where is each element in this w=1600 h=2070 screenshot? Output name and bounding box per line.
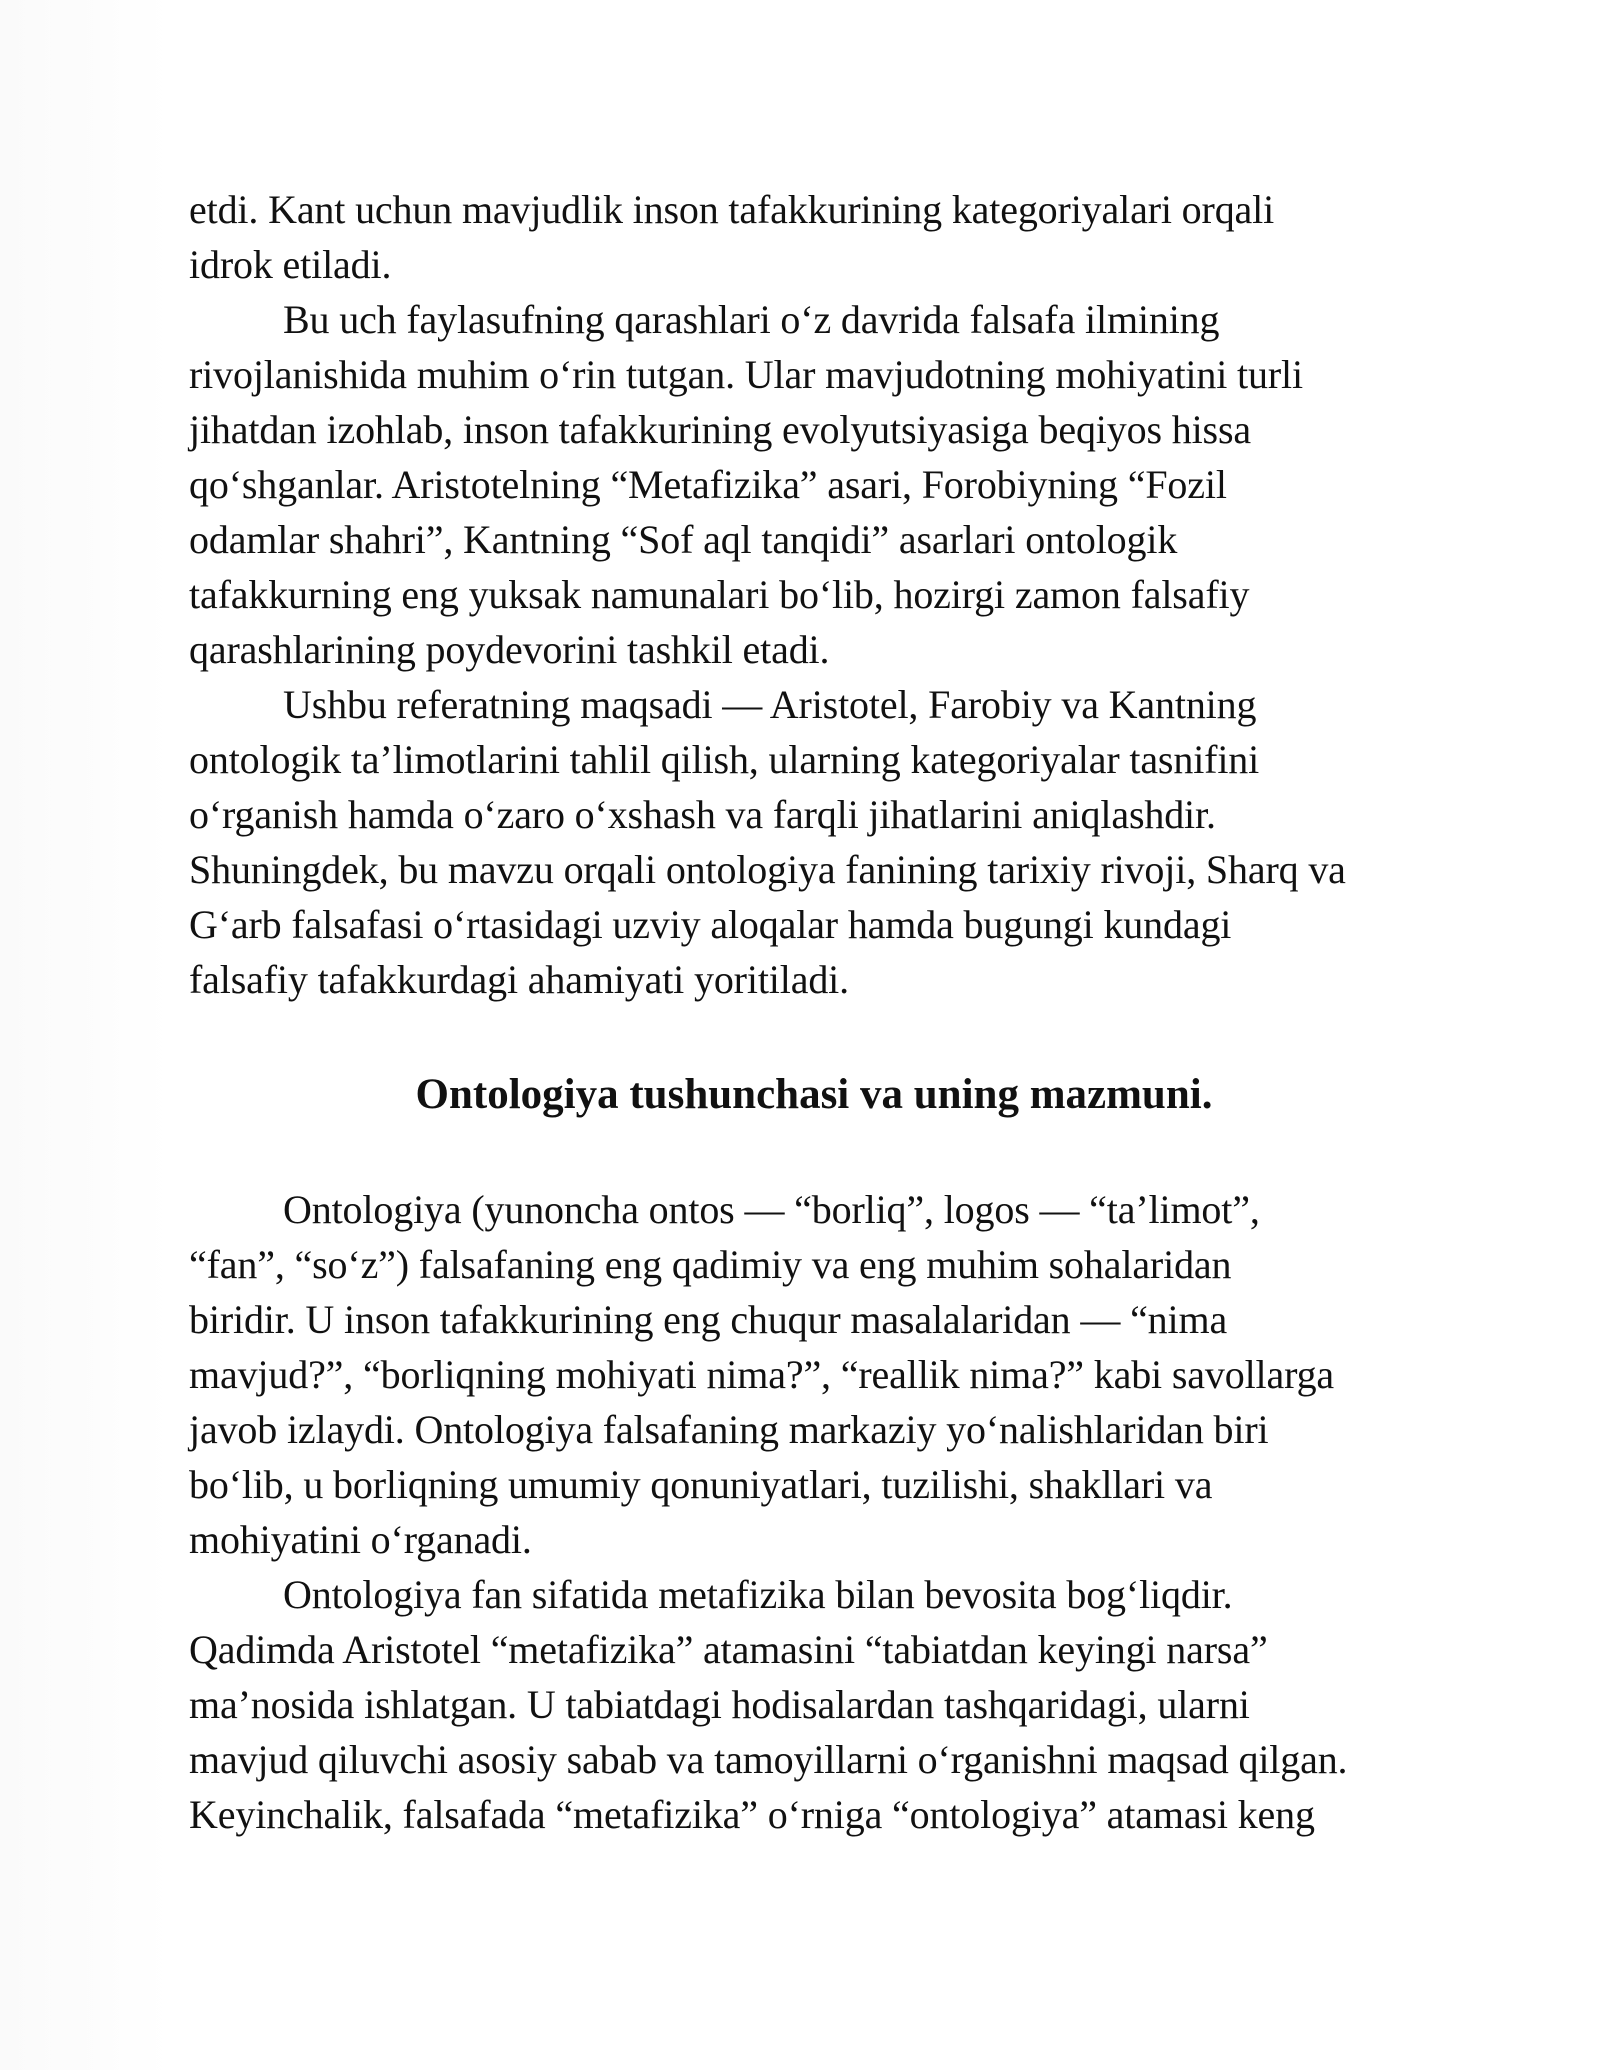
paragraph-referat-purpose	[189, 677, 1429, 1007]
text-line: “fan”, “so‘z”) falsafaning eng qadimiy va eng muhim sohalaridan	[189, 1242, 1232, 1287]
text-line: Ontologiya (yunoncha ontos — “borliq”, logos — “ta’limot”,	[283, 1187, 1260, 1232]
text-line: biridir. U inson tafakkurining eng chuqur masalalaridan — “nima	[189, 1297, 1228, 1342]
text-line: odamlar shahri”, Kantning “Sof aql tanqidi” asarlari ontologik	[189, 517, 1178, 562]
paragraph-ontology-metaphysics	[189, 1567, 1429, 1842]
text-line: ontologik ta’limotlarini tahlil qilish, ularning kategoriyalar tasnifini	[189, 737, 1260, 782]
text-line: javob izlaydi. Ontologiya falsafaning markaziy yo‘nalishlaridan biri	[189, 1407, 1269, 1452]
text-line: Qadimda Aristotel “metafizika” atamasini “tabiatdan keyingi narsa”	[189, 1627, 1268, 1672]
paragraph-kant-intro	[189, 182, 1429, 292]
paragraph-three-philosophers	[189, 292, 1429, 677]
text-line: mavjud qiluvchi asosiy sabab va tamoyillarni o‘rganishni maqsad qilgan.	[189, 1737, 1348, 1782]
text-line: Ontologiya fan sifatida metafizika bilan bevosita bog‘liqdir.	[283, 1572, 1233, 1617]
paragraph-ontology-definition	[189, 1182, 1429, 1567]
text-line: Keyinchalik, falsafada “metafizika” o‘rniga “ontologiya” atamasi keng	[189, 1792, 1315, 1837]
text-line: qarashlarining poydevorini tashkil etadi.	[189, 627, 830, 672]
text-line: qo‘shganlar. Aristotelning “Metafizika” asari, Forobiyning “Fozil	[189, 462, 1227, 507]
text-line: tafakkurning eng yuksak namunalari bo‘lib, hozirgi zamon falsafiy	[189, 572, 1250, 617]
text-line: jihatdan izohlab, inson tafakkurining evolyutsiyasiga beqiyos hissa	[189, 407, 1251, 452]
text-line: o‘rganish hamda o‘zaro o‘xshash va farqli jihatlarini aniqlashdir.	[189, 792, 1216, 837]
text-line: mohiyatini o‘rganadi.	[189, 1517, 532, 1562]
page-edge-shade	[0, 0, 172, 2070]
text-line: etdi. Kant uchun mavjudlik inson tafakkurining kategoriyalari orqali	[189, 187, 1275, 232]
text-line: idrok etiladi.	[189, 242, 392, 287]
text-line: bo‘lib, u borliqning umumiy qonuniyatlari, tuzilishi, shakllari va	[189, 1462, 1213, 1507]
document-body	[189, 182, 1429, 1842]
text-line: Shuningdek, bu mavzu orqali ontologiya fanining tarixiy rivoji, Sharq va	[189, 847, 1346, 892]
text-line: mavjud?”, “borliqning mohiyati nima?”, “reallik nima?” kabi savollarga	[189, 1352, 1335, 1397]
text-line: Bu uch faylasufning qarashlari o‘z davrida falsafa ilmining	[283, 297, 1220, 342]
text-line: Ushbu referatning maqsadi — Aristotel, Farobiy va Kantning	[283, 682, 1257, 727]
text-line: ma’nosida ishlatgan. U tabiatdagi hodisalardan tashqaridagi, ularni	[189, 1682, 1250, 1727]
text-line: G‘arb falsafasi o‘rtasidagi uzviy aloqalar hamda bugungi kundagi	[189, 902, 1232, 947]
text-line: falsafiy tafakkurdagi ahamiyati yoritiladi.	[189, 957, 849, 1002]
section-heading: Ontologiya tushunchasi va uning mazmuni.	[415, 1071, 1213, 1118]
text-line: rivojlanishida muhim o‘rin tutgan. Ular mavjudotning mohiyatini turli	[189, 352, 1303, 397]
